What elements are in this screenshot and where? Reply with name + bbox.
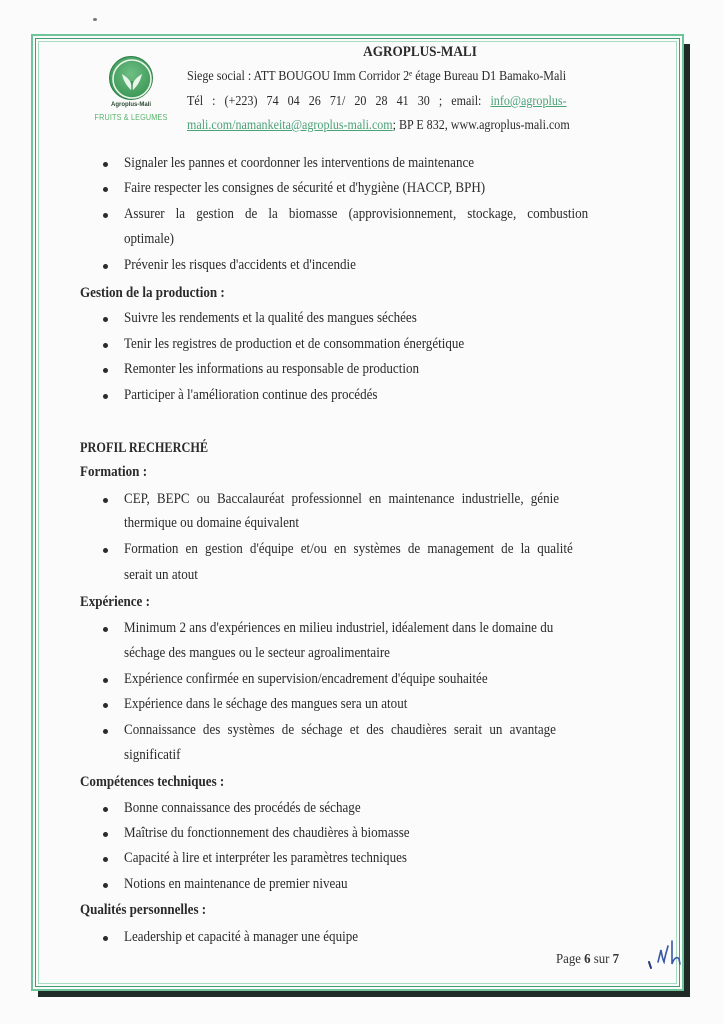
bullet-icon [102, 677, 110, 685]
header-address: Siege social : ATT BOUGOU Imm Corridor 2ᵉ étage Bureau D1 Bamako-Mali [187, 69, 567, 84]
page-border-frame [31, 34, 684, 991]
company-logo [94, 54, 180, 124]
list-item-continued: serait un atout [124, 567, 198, 583]
bullet-icon [102, 856, 110, 864]
bullet-icon [102, 316, 110, 324]
bullet-icon [102, 882, 110, 890]
frame-shadow-bottom [38, 990, 690, 997]
list-item: Prévenir les risques d'accidents et d'incendie [124, 257, 356, 273]
email-link-continued[interactable]: mali.com/namankeita@agroplus-mali.com [187, 118, 393, 133]
email-link-info[interactable]: info@agroplus- [490, 94, 567, 109]
section-title-profile: PROFIL RECHERCHÉ [80, 440, 209, 456]
bullet-icon [102, 263, 110, 271]
leaf-sprout-icon [109, 56, 153, 100]
list-item: Tenir les registres de production et de consommation énergétique [124, 336, 465, 352]
list-item: Minimum 2 ans d'expériences en milieu industriel, idéalement dans le domaine du [124, 620, 554, 636]
list-item: Capacité à lire et interpréter les paramètres techniques [124, 850, 407, 866]
bullet-icon [102, 212, 110, 220]
page-current: 6 [584, 951, 591, 966]
page-prefix: Page [556, 951, 585, 966]
page-total: 7 [612, 951, 620, 966]
list-item: Expérience confirmée en supervision/encadrement d'équipe souhaitée [124, 671, 488, 687]
bullet-icon [102, 831, 110, 839]
list-item: Assurer la gestion de la biomasse (approvisionnement, stockage, combustion [124, 206, 589, 222]
list-item: Signaler les pannes et coordonner les interventions de maintenance [124, 155, 475, 171]
header-contact-line-2 [187, 118, 570, 134]
bullet-icon [102, 547, 110, 555]
list-item-continued: significatif [124, 747, 181, 763]
list-item: Expérience dans le séchage des mangues sera un atout [124, 696, 408, 712]
bullet-icon [102, 806, 110, 814]
header-phone: Tél : (+223) 74 04 26 71/ 20 28 41 30 ; email: [187, 94, 482, 109]
logo-name: Agroplus-Mali [111, 102, 151, 108]
bullet-icon [102, 626, 110, 634]
bullet-icon [102, 186, 110, 194]
scan-speck [93, 18, 97, 21]
list-item: Bonne connaissance des procédés de séchage [124, 800, 361, 816]
bullet-icon [102, 702, 110, 710]
company-title: AGROPLUS-MALI [363, 44, 477, 60]
list-item: Faire respecter les consignes de sécurité et d'hygiène (HACCP, BPH) [124, 180, 486, 196]
section-heading-production: Gestion de la production : [80, 285, 225, 301]
section-heading-personal-qualities: Qualités personnelles : [80, 902, 207, 918]
list-item: Maîtrise du fonctionnement des chaudières à biomasse [124, 825, 410, 841]
list-item: Connaissance des systèmes de séchage et des chaudières serait un avantage [124, 722, 556, 738]
list-item: Notions en maintenance de premier niveau [124, 876, 348, 892]
handwritten-initials-icon [646, 938, 686, 979]
bullet-icon [102, 497, 110, 505]
section-heading-technical-skills: Compétences techniques : [80, 774, 225, 790]
list-item: Remonter les informations au responsable de production [124, 361, 420, 377]
bullet-icon [102, 935, 110, 943]
list-item: Formation en gestion d'équipe et/ou en systèmes de management de la qualité [124, 541, 573, 557]
section-heading-experience: Expérience : [80, 594, 150, 610]
logo-tagline: FRUITS & LEGUMES [94, 112, 168, 122]
header-contact-line [187, 94, 652, 110]
bullet-icon [102, 342, 110, 350]
bullet-icon [102, 367, 110, 375]
list-item-continued: optimale) [124, 231, 175, 247]
list-item: Suivre les rendements et la qualité des mangues séchées [124, 310, 417, 326]
bullet-icon [102, 728, 110, 736]
list-item-continued: séchage des mangues ou le secteur agroalimentaire [124, 645, 390, 661]
page-mid: sur [590, 951, 613, 966]
list-item: Leadership et capacité à manager une équipe [124, 929, 359, 945]
header-bp-website: ; BP E 832, www.agroplus-mali.com [392, 118, 570, 133]
bullet-icon [102, 393, 110, 401]
page-number [556, 951, 619, 967]
bullet-icon [102, 161, 110, 169]
list-item-continued: thermique ou domaine équivalent [124, 515, 300, 531]
list-item: Participer à l'amélioration continue des procédés [124, 387, 378, 403]
frame-shadow-right [683, 44, 690, 997]
section-heading-formation: Formation : [80, 464, 148, 480]
list-item: CEP, BEPC ou Baccalauréat professionnel en maintenance industrielle, génie [124, 491, 560, 507]
